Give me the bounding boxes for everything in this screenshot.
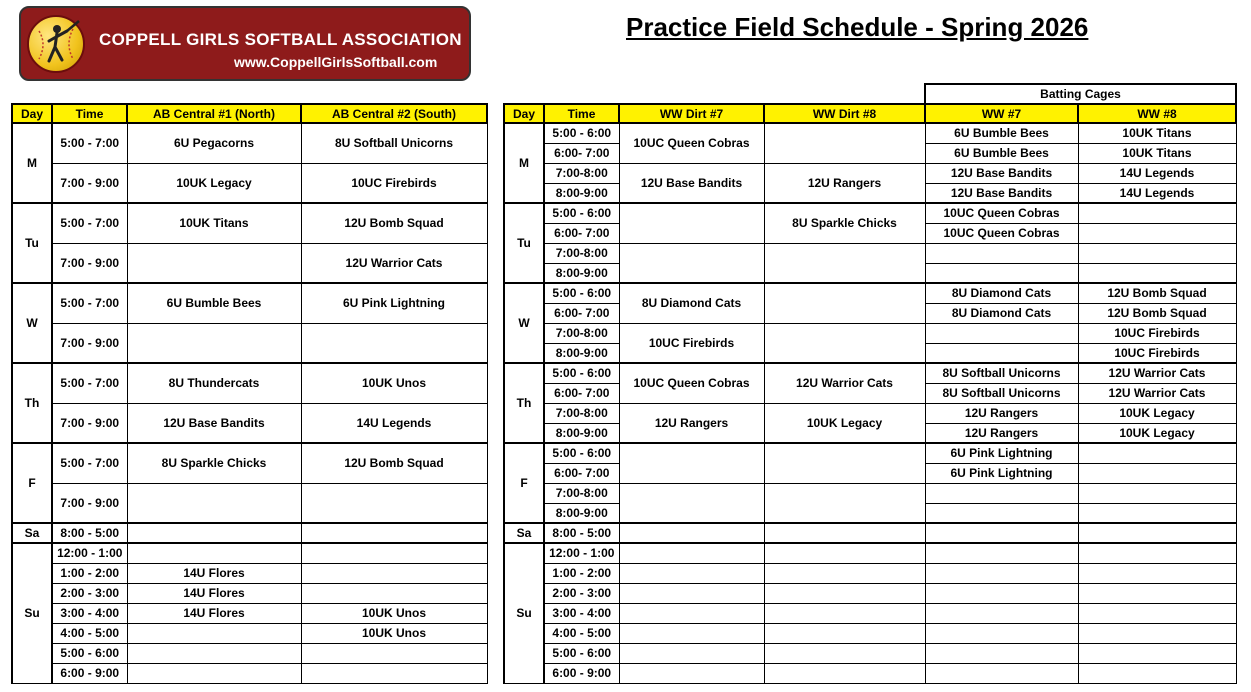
empty-cell bbox=[619, 523, 764, 543]
ab-central-1-cell bbox=[127, 323, 301, 363]
time-cell: 7:00-8:00 bbox=[544, 323, 619, 343]
time-cell: 1:00 - 2:00 bbox=[52, 563, 127, 583]
ww-dirt-7-cell: 12U Base Bandits bbox=[619, 163, 764, 203]
time-cell: 12:00 - 1:00 bbox=[544, 543, 619, 563]
ab-central-1-cell bbox=[127, 663, 301, 683]
ww-dirt-7-cell: 8U Diamond Cats bbox=[619, 283, 764, 323]
time-cell: 5:00 - 7:00 bbox=[52, 363, 127, 403]
ww-8-cage-cell bbox=[1078, 223, 1236, 243]
empty-cell bbox=[619, 603, 764, 623]
day-label: F bbox=[504, 443, 544, 523]
ww-8-cage-cell: 12U Bomb Squad bbox=[1078, 303, 1236, 323]
association-logo bbox=[19, 6, 471, 81]
ww-8-cage-cell bbox=[1078, 243, 1236, 263]
ww-7-cage-cell: 8U Softball Unicorns bbox=[925, 363, 1078, 383]
ab-central-2-cell: 10UK Unos bbox=[301, 623, 487, 643]
ww-dirt-8-cell bbox=[764, 283, 925, 323]
empty-cell bbox=[925, 543, 1078, 563]
table-row bbox=[12, 643, 487, 663]
table-row bbox=[12, 243, 487, 283]
time-cell: 5:00 - 6:00 bbox=[544, 443, 619, 463]
empty-cell bbox=[764, 623, 925, 643]
empty-cell bbox=[764, 663, 925, 683]
time-cell: 5:00 - 6:00 bbox=[544, 123, 619, 143]
day-label: Th bbox=[12, 363, 52, 443]
ab-central-schedule-table bbox=[11, 103, 488, 684]
ww-7-cage-cell: 12U Rangers bbox=[925, 423, 1078, 443]
day-label: M bbox=[12, 123, 52, 203]
day-label: Tu bbox=[504, 203, 544, 283]
time-cell: 8:00-9:00 bbox=[544, 343, 619, 363]
ww-7-cage-cell: 6U Bumble Bees bbox=[925, 143, 1078, 163]
time-cell: 7:00-8:00 bbox=[544, 403, 619, 423]
time-cell: 6:00- 7:00 bbox=[544, 143, 619, 163]
table-row bbox=[12, 203, 487, 243]
ww-8-cage-cell bbox=[1078, 463, 1236, 483]
table-row bbox=[12, 663, 487, 683]
ab-central-1-cell: 6U Pegacorns bbox=[127, 123, 301, 163]
ww-7-cage-cell: 12U Base Bandits bbox=[925, 183, 1078, 203]
ww-7-cage-cell: 8U Diamond Cats bbox=[925, 283, 1078, 303]
empty-cell bbox=[764, 603, 925, 623]
ww-7-cage-cell: 8U Diamond Cats bbox=[925, 303, 1078, 323]
empty-cell bbox=[764, 543, 925, 563]
time-cell: 8:00 - 5:00 bbox=[544, 523, 619, 543]
ww-7-cage-cell bbox=[925, 483, 1078, 503]
association-name: COPPELL GIRLS SOFTBALL ASSOCIATION bbox=[99, 30, 462, 49]
time-cell: 8:00 - 5:00 bbox=[52, 523, 127, 543]
ww-dirt-7-cell: 10UC Queen Cobras bbox=[619, 123, 764, 163]
column-header: WW #8 bbox=[1078, 104, 1236, 123]
ww-7-cage-cell: 10UC Queen Cobras bbox=[925, 203, 1078, 223]
ww-7-cage-cell: 6U Pink Lightning bbox=[925, 463, 1078, 483]
time-cell: 5:00 - 7:00 bbox=[52, 443, 127, 483]
empty-cell bbox=[764, 643, 925, 663]
ww-7-cage-cell bbox=[925, 503, 1078, 523]
empty-cell bbox=[1078, 603, 1236, 623]
ab-central-1-cell: 12U Base Bandits bbox=[127, 403, 301, 443]
ww-dirt-8-cell bbox=[764, 323, 925, 363]
time-cell: 8:00-9:00 bbox=[544, 183, 619, 203]
ww-8-cage-cell: 12U Warrior Cats bbox=[1078, 383, 1236, 403]
empty-cell bbox=[1078, 643, 1236, 663]
table-row bbox=[12, 523, 487, 543]
table-row bbox=[504, 203, 1236, 223]
ww-8-cage-cell: 12U Warrior Cats bbox=[1078, 363, 1236, 383]
ab-central-2-cell bbox=[301, 643, 487, 663]
ww-8-cage-cell: 14U Legends bbox=[1078, 163, 1236, 183]
ww-7-cage-cell: 10UC Queen Cobras bbox=[925, 223, 1078, 243]
ww-dirt-8-cell: 10UK Legacy bbox=[764, 403, 925, 443]
empty-cell bbox=[1078, 623, 1236, 643]
ww-7-cage-cell: 12U Rangers bbox=[925, 403, 1078, 423]
column-header: WW #7 bbox=[925, 104, 1078, 123]
ww-8-cage-cell: 10UK Titans bbox=[1078, 123, 1236, 143]
ww-8-cage-cell: 10UC Firebirds bbox=[1078, 343, 1236, 363]
empty-cell bbox=[619, 663, 764, 683]
ab-central-2-cell: 10UC Firebirds bbox=[301, 163, 487, 203]
time-cell: 3:00 - 4:00 bbox=[52, 603, 127, 623]
ab-central-2-cell bbox=[301, 543, 487, 563]
table-row bbox=[12, 603, 487, 623]
table-row bbox=[12, 483, 487, 523]
table-row bbox=[504, 363, 1236, 383]
time-cell: 7:00 - 9:00 bbox=[52, 243, 127, 283]
time-cell: 7:00-8:00 bbox=[544, 243, 619, 263]
day-label: Tu bbox=[12, 203, 52, 283]
time-cell: 7:00 - 9:00 bbox=[52, 483, 127, 523]
empty-cell bbox=[1078, 543, 1236, 563]
empty-cell bbox=[1078, 563, 1236, 583]
table-row bbox=[12, 583, 487, 603]
time-cell: 6:00- 7:00 bbox=[544, 383, 619, 403]
time-cell: 8:00-9:00 bbox=[544, 503, 619, 523]
empty-cell bbox=[619, 563, 764, 583]
table-row bbox=[504, 643, 1236, 663]
table-row bbox=[504, 283, 1236, 303]
time-cell: 5:00 - 7:00 bbox=[52, 203, 127, 243]
ww-7-cage-cell bbox=[925, 243, 1078, 263]
ww-dirt-8-cell bbox=[764, 123, 925, 163]
table-row bbox=[12, 363, 487, 403]
time-cell: 6:00- 7:00 bbox=[544, 303, 619, 323]
empty-cell bbox=[925, 663, 1078, 683]
ww-7-cage-cell: 6U Bumble Bees bbox=[925, 123, 1078, 143]
ww-8-cage-cell: 10UK Titans bbox=[1078, 143, 1236, 163]
ww-8-cage-cell bbox=[1078, 443, 1236, 463]
empty-cell bbox=[1078, 523, 1236, 543]
ww-7-cage-cell: 12U Base Bandits bbox=[925, 163, 1078, 183]
time-cell: 8:00-9:00 bbox=[544, 423, 619, 443]
empty-cell bbox=[619, 543, 764, 563]
time-cell: 6:00 - 9:00 bbox=[52, 663, 127, 683]
ab-central-2-cell bbox=[301, 563, 487, 583]
ab-central-2-cell bbox=[301, 523, 487, 543]
time-cell: 7:00-8:00 bbox=[544, 163, 619, 183]
column-header: AB Central #2 (South) bbox=[301, 104, 487, 123]
ww-dirt-8-cell: 8U Sparkle Chicks bbox=[764, 203, 925, 243]
ab-central-1-cell bbox=[127, 243, 301, 283]
empty-cell bbox=[925, 643, 1078, 663]
ww-7-cage-cell bbox=[925, 263, 1078, 283]
ab-central-1-cell: 8U Thundercats bbox=[127, 363, 301, 403]
time-cell: 4:00 - 5:00 bbox=[544, 623, 619, 643]
ww-8-cage-cell bbox=[1078, 203, 1236, 223]
ww-8-cage-cell: 12U Bomb Squad bbox=[1078, 283, 1236, 303]
ab-central-1-cell bbox=[127, 483, 301, 523]
ab-central-1-cell bbox=[127, 623, 301, 643]
ww-dirt-8-cell: 12U Rangers bbox=[764, 163, 925, 203]
ww-8-cage-cell bbox=[1078, 483, 1236, 503]
ww-8-cage-cell bbox=[1078, 263, 1236, 283]
empty-cell bbox=[764, 523, 925, 543]
ww-dirt-7-cell bbox=[619, 203, 764, 243]
time-cell: 5:00 - 6:00 bbox=[52, 643, 127, 663]
table-row bbox=[504, 483, 1236, 503]
time-cell: 8:00-9:00 bbox=[544, 263, 619, 283]
ab-central-1-cell bbox=[127, 643, 301, 663]
column-header: Time bbox=[544, 104, 619, 123]
ab-central-2-cell: 10UK Unos bbox=[301, 363, 487, 403]
table-row bbox=[504, 623, 1236, 643]
table-row bbox=[504, 603, 1236, 623]
ww-dirt-7-cell bbox=[619, 483, 764, 523]
ab-central-2-cell: 14U Legends bbox=[301, 403, 487, 443]
table-row bbox=[504, 243, 1236, 263]
time-cell: 5:00 - 7:00 bbox=[52, 123, 127, 163]
time-cell: 3:00 - 4:00 bbox=[544, 603, 619, 623]
ww-dirt-7-cell: 10UC Queen Cobras bbox=[619, 363, 764, 403]
ab-central-1-cell: 10UK Legacy bbox=[127, 163, 301, 203]
time-cell: 12:00 - 1:00 bbox=[52, 543, 127, 563]
ab-central-1-cell: 14U Flores bbox=[127, 603, 301, 623]
ab-central-2-cell: 12U Warrior Cats bbox=[301, 243, 487, 283]
table-row bbox=[504, 443, 1236, 463]
time-cell: 2:00 - 3:00 bbox=[52, 583, 127, 603]
day-label: F bbox=[12, 443, 52, 523]
ww-8-cage-cell: 10UC Firebirds bbox=[1078, 323, 1236, 343]
day-label: Sa bbox=[504, 523, 544, 543]
table-row bbox=[504, 323, 1236, 343]
ww-7-cage-cell: 6U Pink Lightning bbox=[925, 443, 1078, 463]
day-label: Su bbox=[12, 543, 52, 683]
ww-8-cage-cell: 10UK Legacy bbox=[1078, 423, 1236, 443]
table-row bbox=[12, 443, 487, 483]
page-title: Practice Field Schedule - Spring 2026 bbox=[626, 12, 1089, 42]
day-label: Sa bbox=[12, 523, 52, 543]
ab-central-2-cell: 8U Softball Unicorns bbox=[301, 123, 487, 163]
ww-dirt-7-cell: 10UC Firebirds bbox=[619, 323, 764, 363]
ab-central-2-cell: 12U Bomb Squad bbox=[301, 443, 487, 483]
time-cell: 5:00 - 7:00 bbox=[52, 283, 127, 323]
ww-7-cage-cell bbox=[925, 323, 1078, 343]
empty-cell bbox=[619, 643, 764, 663]
table-row bbox=[504, 563, 1236, 583]
table-row bbox=[504, 84, 1236, 104]
empty-cell bbox=[619, 583, 764, 603]
table-row bbox=[12, 283, 487, 323]
time-cell: 2:00 - 3:00 bbox=[544, 583, 619, 603]
column-header: Day bbox=[504, 104, 544, 123]
time-cell: 5:00 - 6:00 bbox=[544, 363, 619, 383]
time-cell: 4:00 - 5:00 bbox=[52, 623, 127, 643]
time-cell: 5:00 - 6:00 bbox=[544, 203, 619, 223]
ab-central-2-cell: 12U Bomb Squad bbox=[301, 203, 487, 243]
ab-central-2-cell: 10UK Unos bbox=[301, 603, 487, 623]
ww-7-cage-cell: 8U Softball Unicorns bbox=[925, 383, 1078, 403]
softball-icon bbox=[27, 15, 85, 73]
time-cell: 7:00 - 9:00 bbox=[52, 163, 127, 203]
empty-cell bbox=[925, 623, 1078, 643]
empty-cell bbox=[925, 563, 1078, 583]
batting-cages-label: Batting Cages bbox=[925, 84, 1236, 104]
table-row bbox=[12, 163, 487, 203]
empty-cell bbox=[1078, 583, 1236, 603]
table-row bbox=[12, 123, 487, 163]
ab-central-1-cell: 14U Flores bbox=[127, 583, 301, 603]
table-row bbox=[504, 583, 1236, 603]
time-cell: 5:00 - 6:00 bbox=[544, 283, 619, 303]
ww-dirt-7-cell bbox=[619, 243, 764, 283]
empty-cell bbox=[619, 623, 764, 643]
empty-cell bbox=[925, 523, 1078, 543]
column-header: AB Central #1 (North) bbox=[127, 104, 301, 123]
association-url: www.CoppellGirlsSoftball.com bbox=[234, 54, 438, 70]
ww-dirt-8-cell bbox=[764, 483, 925, 523]
day-label: W bbox=[504, 283, 544, 363]
ww-dirt-8-cell: 12U Warrior Cats bbox=[764, 363, 925, 403]
column-header: WW Dirt #7 bbox=[619, 104, 764, 123]
ab-central-1-cell: 10UK Titans bbox=[127, 203, 301, 243]
ww-7-cage-cell bbox=[925, 343, 1078, 363]
table-row bbox=[12, 104, 487, 123]
empty-cell bbox=[925, 603, 1078, 623]
table-row bbox=[504, 163, 1236, 183]
ww-dirt-7-cell: 12U Rangers bbox=[619, 403, 764, 443]
ab-central-1-cell: 8U Sparkle Chicks bbox=[127, 443, 301, 483]
time-cell: 7:00 - 9:00 bbox=[52, 403, 127, 443]
ww-8-cage-cell: 10UK Legacy bbox=[1078, 403, 1236, 423]
ww-8-cage-cell: 14U Legends bbox=[1078, 183, 1236, 203]
day-label: M bbox=[504, 123, 544, 203]
ww-8-cage-cell bbox=[1078, 503, 1236, 523]
table-row bbox=[504, 543, 1236, 563]
day-label: Th bbox=[504, 363, 544, 443]
empty-cell bbox=[925, 583, 1078, 603]
time-cell: 6:00- 7:00 bbox=[544, 463, 619, 483]
ab-central-2-cell bbox=[301, 663, 487, 683]
day-label: W bbox=[12, 283, 52, 363]
empty-cell bbox=[764, 563, 925, 583]
day-label: Su bbox=[504, 543, 544, 683]
table-row bbox=[504, 123, 1236, 143]
table-row bbox=[12, 323, 487, 363]
blank-cell bbox=[504, 84, 925, 104]
column-header: Day bbox=[12, 104, 52, 123]
table-row bbox=[12, 623, 487, 643]
time-cell: 6:00- 7:00 bbox=[544, 223, 619, 243]
ab-central-1-cell: 6U Bumble Bees bbox=[127, 283, 301, 323]
table-row bbox=[12, 403, 487, 443]
ww-field-schedule-table bbox=[503, 83, 1237, 684]
table-row bbox=[12, 563, 487, 583]
table-row bbox=[504, 663, 1236, 683]
ab-central-2-cell bbox=[301, 483, 487, 523]
ab-central-1-cell bbox=[127, 523, 301, 543]
ab-central-2-cell bbox=[301, 583, 487, 603]
ww-dirt-7-cell bbox=[619, 443, 764, 483]
empty-cell bbox=[1078, 663, 1236, 683]
time-cell: 7:00 - 9:00 bbox=[52, 323, 127, 363]
ww-dirt-8-cell bbox=[764, 243, 925, 283]
ab-central-2-cell: 6U Pink Lightning bbox=[301, 283, 487, 323]
column-header: WW Dirt #8 bbox=[764, 104, 925, 123]
table-row bbox=[504, 523, 1236, 543]
ab-central-1-cell: 14U Flores bbox=[127, 563, 301, 583]
ab-central-1-cell bbox=[127, 543, 301, 563]
ww-dirt-8-cell bbox=[764, 443, 925, 483]
empty-cell bbox=[764, 583, 925, 603]
time-cell: 7:00-8:00 bbox=[544, 483, 619, 503]
time-cell: 1:00 - 2:00 bbox=[544, 563, 619, 583]
time-cell: 6:00 - 9:00 bbox=[544, 663, 619, 683]
table-row bbox=[504, 403, 1236, 423]
time-cell: 5:00 - 6:00 bbox=[544, 643, 619, 663]
table-row bbox=[504, 104, 1236, 123]
ab-central-2-cell bbox=[301, 323, 487, 363]
column-header: Time bbox=[52, 104, 127, 123]
table-row bbox=[12, 543, 487, 563]
